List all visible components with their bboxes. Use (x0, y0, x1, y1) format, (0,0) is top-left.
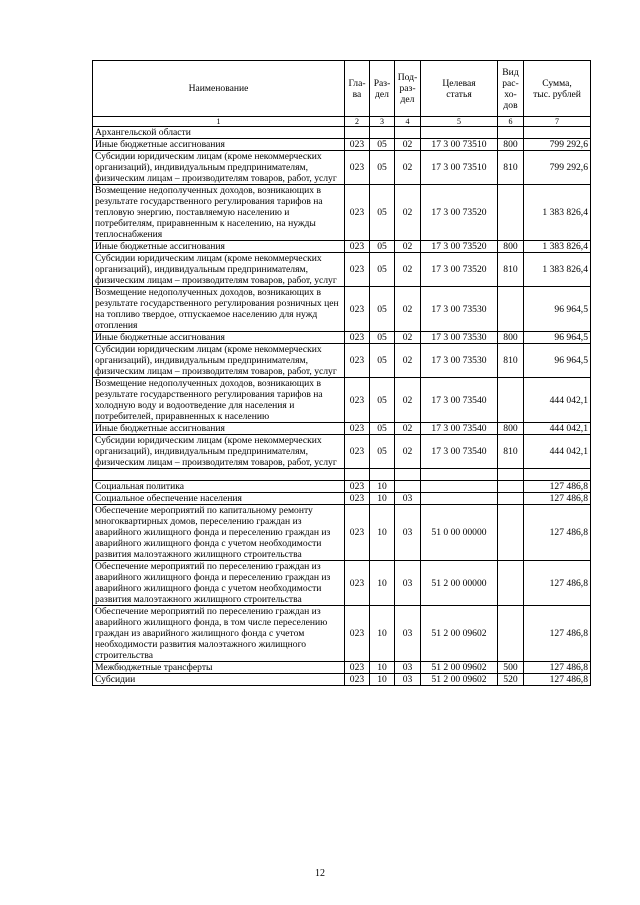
row-section: 05 (370, 435, 395, 469)
row-subsection: 02 (395, 344, 421, 378)
row-section: 10 (370, 481, 395, 493)
row-chapter (345, 127, 370, 139)
row-expense-type (498, 481, 524, 493)
row-name: Субсидии юридическим лицам (кроме некоммерческих организаций), индивидуальным предпринимателям, физическим лицам – производителям товаров, работ, услуг (93, 253, 345, 287)
row-target (421, 493, 498, 505)
row-name: Субсидии юридическим лицам (кроме некоммерческих организаций), индивидуальным предпринимателям, физическим лицам – производителям товаров, работ, услуг (93, 151, 345, 185)
row-section (370, 469, 395, 481)
table-row (93, 674, 591, 686)
row-subsection: 03 (395, 493, 421, 505)
row-expense-type: 800 (498, 423, 524, 435)
row-subsection (395, 127, 421, 139)
table-row (93, 481, 591, 493)
row-name: Субсидии юридическим лицам (кроме некоммерческих организаций), индивидуальным предпринимателям, физическим лицам – производителям товаров, работ, услуг (93, 435, 345, 469)
row-target: 51 2 00 09602 (421, 674, 498, 686)
row-expense-type (498, 185, 524, 241)
row-section: 05 (370, 139, 395, 151)
row-section: 05 (370, 241, 395, 253)
row-target: 51 2 00 09602 (421, 662, 498, 674)
column-number: 2 (345, 117, 370, 127)
row-sum: 127 486,8 (524, 662, 591, 674)
row-name: Иные бюджетные ассигнования (93, 423, 345, 435)
row-section: 10 (370, 662, 395, 674)
row-subsection (395, 481, 421, 493)
row-name: Субсидии юридическим лицам (кроме некоммерческих организаций), индивидуальным предпринимателям, физическим лицам – производителям товаров, работ, услуг (93, 344, 345, 378)
row-expense-type: 520 (498, 674, 524, 686)
row-target: 17 3 00 73520 (421, 241, 498, 253)
row-subsection: 02 (395, 151, 421, 185)
row-section: 10 (370, 561, 395, 606)
row-sum: 444 042,1 (524, 435, 591, 469)
header-target: Целевая статья (421, 61, 498, 117)
table-row (93, 435, 591, 469)
row-expense-type: 810 (498, 344, 524, 378)
row-chapter: 023 (345, 287, 370, 332)
row-name: Возмещение недополученных доходов, возникающих в результате государственного регулирования розничных цен на топливо твердое, отпускаемое населению для нужд отопления (93, 287, 345, 332)
table-row (93, 423, 591, 435)
header-chapter: Гла- ва (345, 61, 370, 117)
row-expense-type: 800 (498, 332, 524, 344)
table-row (93, 185, 591, 241)
header-section: Раз- дел (370, 61, 395, 117)
row-sum: 1 383 826,4 (524, 241, 591, 253)
row-chapter: 023 (345, 435, 370, 469)
table-row (93, 662, 591, 674)
row-section: 05 (370, 378, 395, 423)
table-body (93, 127, 591, 686)
table-row (93, 253, 591, 287)
row-subsection: 02 (395, 253, 421, 287)
row-target: 51 2 00 09602 (421, 606, 498, 662)
row-target: 17 3 00 73530 (421, 344, 498, 378)
table-row (93, 241, 591, 253)
table-row (93, 287, 591, 332)
row-name: Обеспечение мероприятий по капитальному ремонту многоквартирных домов, переселению граждан из аварийного жилищного фонда и переселению граждан из аварийного жилищного фонда с учетом необходимости развития малоэтажного жилищного строительства (93, 505, 345, 561)
row-subsection: 02 (395, 185, 421, 241)
row-sum: 127 486,8 (524, 481, 591, 493)
row-subsection: 03 (395, 662, 421, 674)
table-row (93, 505, 591, 561)
row-name: Иные бюджетные ассигнования (93, 332, 345, 344)
row-target: 17 3 00 73540 (421, 378, 498, 423)
table-row (93, 332, 591, 344)
table-row (93, 606, 591, 662)
row-section: 05 (370, 344, 395, 378)
row-sum: 799 292,6 (524, 139, 591, 151)
row-sum: 1 383 826,4 (524, 185, 591, 241)
row-sum: 444 042,1 (524, 423, 591, 435)
row-name: Социальная политика (93, 481, 345, 493)
row-name: Иные бюджетные ассигнования (93, 241, 345, 253)
row-name: Межбюджетные трансферты (93, 662, 345, 674)
row-chapter: 023 (345, 674, 370, 686)
table-row (93, 127, 591, 139)
row-chapter: 023 (345, 185, 370, 241)
row-chapter: 023 (345, 344, 370, 378)
row-expense-type (498, 469, 524, 481)
row-section: 05 (370, 423, 395, 435)
row-chapter: 023 (345, 606, 370, 662)
row-section: 10 (370, 493, 395, 505)
row-sum: 127 486,8 (524, 505, 591, 561)
row-subsection: 03 (395, 561, 421, 606)
row-target (421, 127, 498, 139)
row-chapter: 023 (345, 505, 370, 561)
table-row (93, 493, 591, 505)
row-sum: 799 292,6 (524, 151, 591, 185)
row-expense-type (498, 561, 524, 606)
row-expense-type: 800 (498, 241, 524, 253)
row-sum: 96 964,5 (524, 332, 591, 344)
row-sum: 96 964,5 (524, 287, 591, 332)
row-chapter: 023 (345, 481, 370, 493)
row-expense-type (498, 287, 524, 332)
page-number: 12 (315, 868, 325, 879)
row-sum (524, 469, 591, 481)
row-target: 51 2 00 00000 (421, 561, 498, 606)
row-subsection: 02 (395, 378, 421, 423)
row-chapter: 023 (345, 662, 370, 674)
row-name: Возмещение недополученных доходов, возникающих в результате государственного регулирования тарифов на холодную воду и водоотведение для населения и потребителей, приравненных к населению (93, 378, 345, 423)
row-target: 17 3 00 73530 (421, 332, 498, 344)
row-sum: 127 486,8 (524, 493, 591, 505)
row-subsection (395, 469, 421, 481)
row-sum: 127 486,8 (524, 674, 591, 686)
row-chapter (345, 469, 370, 481)
row-chapter: 023 (345, 151, 370, 185)
header-expense-type: Вид рас- хо- дов (498, 61, 524, 117)
row-expense-type (498, 606, 524, 662)
row-chapter: 023 (345, 378, 370, 423)
row-chapter: 023 (345, 139, 370, 151)
row-sum: 444 042,1 (524, 378, 591, 423)
column-number: 7 (524, 117, 591, 127)
row-chapter: 023 (345, 423, 370, 435)
row-name: Обеспечение мероприятий по переселению граждан из аварийного жилищного фонда, в том числе переселению граждан из аварийного жилищного фонда с учетом необходимости развития малоэтажного жилищного строительства (93, 606, 345, 662)
budget-table (92, 60, 591, 686)
row-expense-type (498, 493, 524, 505)
column-number-row (93, 117, 591, 127)
row-subsection: 03 (395, 606, 421, 662)
row-section: 05 (370, 332, 395, 344)
row-expense-type: 810 (498, 253, 524, 287)
row-target: 17 3 00 73510 (421, 151, 498, 185)
row-chapter: 023 (345, 332, 370, 344)
row-name: Возмещение недополученных доходов, возникающих в результате государственного регулирования тарифов на тепловую энергию, поставляемую населению и потребителям, приравненным к населению, на нужды теплоснабжения (93, 185, 345, 241)
table-row (93, 469, 591, 481)
row-subsection: 03 (395, 505, 421, 561)
row-expense-type (498, 378, 524, 423)
row-sum (524, 127, 591, 139)
row-chapter: 023 (345, 561, 370, 606)
row-expense-type: 800 (498, 139, 524, 151)
row-section: 10 (370, 674, 395, 686)
row-name: Архангельской области (93, 127, 345, 139)
row-sum: 127 486,8 (524, 606, 591, 662)
row-section (370, 127, 395, 139)
row-target: 17 3 00 73510 (421, 139, 498, 151)
table-row (93, 344, 591, 378)
row-section: 05 (370, 287, 395, 332)
row-sum: 96 964,5 (524, 344, 591, 378)
row-subsection: 03 (395, 674, 421, 686)
row-expense-type: 810 (498, 151, 524, 185)
row-section: 05 (370, 253, 395, 287)
column-number: 5 (421, 117, 498, 127)
row-target: 17 3 00 73520 (421, 185, 498, 241)
row-name (93, 469, 345, 481)
column-number: 3 (370, 117, 395, 127)
row-expense-type (498, 505, 524, 561)
row-subsection: 02 (395, 332, 421, 344)
row-target: 17 3 00 73540 (421, 435, 498, 469)
row-subsection: 02 (395, 435, 421, 469)
header-sum: Сумма, тыс. рублей (524, 61, 591, 117)
header-subsection: Под- раз- дел (395, 61, 421, 117)
row-target (421, 481, 498, 493)
row-chapter: 023 (345, 241, 370, 253)
table-row (93, 378, 591, 423)
row-chapter: 023 (345, 493, 370, 505)
table-row (93, 561, 591, 606)
row-expense-type: 810 (498, 435, 524, 469)
row-section: 05 (370, 185, 395, 241)
row-expense-type (498, 127, 524, 139)
table-header-row (93, 61, 591, 117)
row-name: Иные бюджетные ассигнования (93, 139, 345, 151)
column-number: 1 (93, 117, 345, 127)
row-subsection: 02 (395, 241, 421, 253)
row-section: 10 (370, 505, 395, 561)
row-sum: 127 486,8 (524, 561, 591, 606)
row-chapter: 023 (345, 253, 370, 287)
row-target: 17 3 00 73530 (421, 287, 498, 332)
row-section: 05 (370, 151, 395, 185)
row-target: 17 3 00 73540 (421, 423, 498, 435)
column-number: 4 (395, 117, 421, 127)
row-name: Субсидии (93, 674, 345, 686)
row-expense-type: 500 (498, 662, 524, 674)
row-subsection: 02 (395, 139, 421, 151)
row-sum: 1 383 826,4 (524, 253, 591, 287)
row-subsection: 02 (395, 287, 421, 332)
row-subsection: 02 (395, 423, 421, 435)
table-row (93, 151, 591, 185)
row-target: 17 3 00 73520 (421, 253, 498, 287)
row-name: Социальное обеспечение населения (93, 493, 345, 505)
row-section: 10 (370, 606, 395, 662)
row-target: 51 0 00 00000 (421, 505, 498, 561)
row-target (421, 469, 498, 481)
table-row (93, 139, 591, 151)
row-name: Обеспечение мероприятий по переселению граждан из аварийного жилищного фонда и переселению граждан из аварийного жилищного фонда с учетом необходимости развития малоэтажного жилищного строительства (93, 561, 345, 606)
column-number: 6 (498, 117, 524, 127)
header-name: Наименование (93, 61, 345, 117)
